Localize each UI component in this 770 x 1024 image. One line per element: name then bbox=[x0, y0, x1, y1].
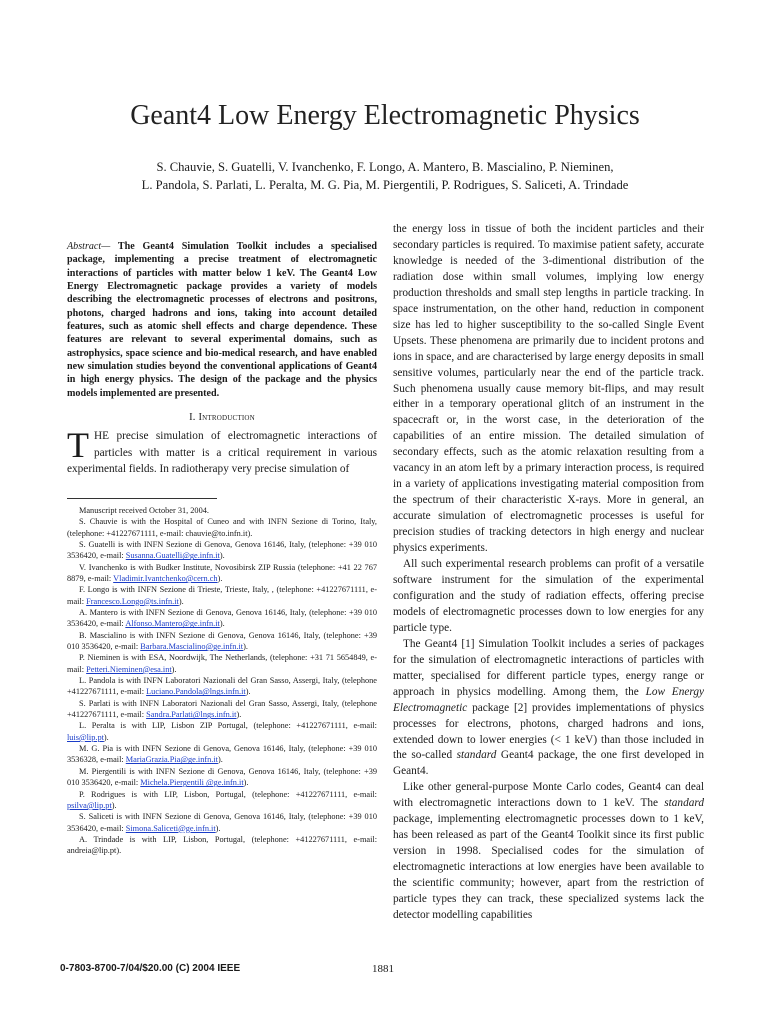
footnote bbox=[67, 675, 377, 698]
footnote bbox=[67, 516, 377, 539]
email-link[interactable]: Sandra.Parlati@lngs.infn.it bbox=[146, 710, 237, 720]
text-run: package, implementing electromagnetic processes down to 1 keV, has been released as part of the Geant4 Toolkit since its first public version in 1998. Specialised codes for the simulation of electromagnetic interactions at low energies have been available to the scientific community; however, apart from the restriction of particle types they can track, these specialized systems lack the detector modelling capabilities bbox=[393, 813, 704, 921]
footnote bbox=[67, 562, 377, 585]
footnote bbox=[67, 743, 377, 766]
footnote bbox=[67, 505, 377, 516]
footnote bbox=[67, 652, 377, 675]
footnote-text: ). bbox=[243, 642, 248, 652]
footnote-text: S. Guatelli is with INFN Sezione di Genova, Genova 16146, Italy, (telephone: +39 010 3536420, e-mail: bbox=[67, 539, 377, 561]
footnotes bbox=[67, 505, 377, 857]
footnote-text: L. Peralta is with LIP, Lisbon ZIP Portugal, (telephone: +41227671111, e-mail: bbox=[79, 721, 377, 731]
footnote-text: M. G. Pia is with INFN Sezione di Genova, Genova 16146, Italy, (telephone: +39 010 3536328, e-mail: bbox=[67, 744, 377, 765]
body-paragraph: the energy loss in tissue of both the incident particles and their secondary particles is required. To maximise patient safety, accurate knowledge is needed of the 3-dimentional distribution of the radiation dose within small volumes, implying low energy production thresholds and small step lengths in particle tracking. In space instrumentation, on the other hand, reduction in component size has led to higher susceptibility to the so-called Single Event Upsets. These phenomena are primarily due to incident protons and ions in space, and are characterised by large energy deposits in small sensitive volumes, particularly near the end of the particle track. Such phenomena usually cause memory bit-flips, and may result either in a temporary operational glitch of an instrument in the spacecraft or, in the worst case, in the deterioration of the capabilities of an entire mission. The detailed simulation of secondary effects, such as the atomic relaxation resulting from a vacancy in an atom left by a primary interaction process, is required in a variety of applications investigating material composition from the spectrum of their characteristic X-rays. More in general, an accurate simulation of electromagnetic processes is useful for precision studies of tracking detectors in high energy and nuclear physics experiments. bbox=[393, 223, 704, 555]
footnote-text: F. Longo is with INFN Sezione di Trieste, Trieste, Italy, , (telephone: +41227671111, e-mail: bbox=[67, 585, 377, 606]
abstract-label: Abstract— bbox=[67, 241, 111, 252]
introduction-paragraph bbox=[67, 425, 377, 478]
right-column bbox=[393, 222, 704, 924]
page-number: 1881 bbox=[372, 963, 394, 975]
text-run: The Geant4 [1] Simulation Toolkit includes a series of packages for the simulation of electromagnetic interactions of particles with matter, specialised for different particle types, energy range or approach in physics modelling. Among them, the bbox=[393, 637, 704, 698]
left-column bbox=[67, 240, 377, 857]
email-link[interactable]: Vladimir.Ivantchenko@cern.ch bbox=[113, 573, 218, 583]
footnote-text: ). bbox=[219, 619, 225, 629]
section-heading-introduction: I. Introduction bbox=[189, 412, 255, 424]
footnote-text: ). bbox=[111, 800, 117, 810]
email-link[interactable]: Simona.Saliceti@ge.infn.it bbox=[125, 823, 216, 833]
footnote-divider bbox=[67, 498, 217, 499]
footnote-text: P. Rodrigues is with LIP, Lisbon, Portugal, (telephone: +41227671111, e-mail: bbox=[79, 789, 377, 799]
emphasis-standard: standard bbox=[664, 797, 704, 810]
footnote-text: ). bbox=[215, 823, 221, 833]
footnote-text: ). bbox=[217, 573, 223, 583]
email-link[interactable]: Barbara.Mascialino@ge.infn.it bbox=[140, 642, 244, 652]
email-link[interactable]: Francesco.Longo@ts.infn.it bbox=[86, 596, 179, 606]
footnote-text: ). bbox=[236, 710, 242, 720]
copyright-footer: 0-7803-8700-7/04/$20.00 (C) 2004 IEEE bbox=[60, 963, 241, 974]
footnote-text: S. Parlati is with INFN Laboratori Nazionali del Gran Sasso, Assergi, Italy, (telephone +41227671111, e-mail: bbox=[67, 698, 377, 720]
body-paragraph bbox=[393, 780, 704, 924]
footnote-text: S. Saliceti is with INFN Sezione di Genova, Genova 16146, Italy, (telephone: +39 010 3536420, e-mail: bbox=[67, 812, 377, 833]
text-run: Like other general-purpose Monte Carlo codes, Geant4 can deal with electromagnetic interactions down to 1 keV. The bbox=[393, 781, 704, 810]
author-line-2: L. Pandola, S. Parlati, L. Peralta, M. G. Pia, M. Piergentili, P. Rodrigues, S. Saliceti, A. Trindade bbox=[141, 178, 629, 192]
footnote-text: ). bbox=[217, 755, 223, 765]
emphasis-package-name: Low Energy Electromagnetic bbox=[393, 685, 704, 714]
email-link[interactable]: Susanna.Guatelli@ge.infn.it bbox=[125, 551, 220, 561]
text-run: package [2] provides implementations of physics processes for electrons, photons, charged hadrons and ions, extended down to lower energies (< 1 keV) than those included in the so-called bbox=[393, 701, 704, 762]
paper-title: Geant4 Low Energy Electromagnetic Physics bbox=[130, 100, 640, 131]
email-link[interactable]: Petteri.Nieminen@esa.int bbox=[86, 664, 172, 674]
email-link[interactable]: MariaGrazia.Pia@ge.infn.it bbox=[125, 755, 218, 765]
email-link[interactable]: Alfonso.Mantero@ge.infn.it bbox=[125, 619, 220, 629]
footnote-text: B. Mascialino is with INFN Sezione di Genova, Genova 16146, Italy, (telephone: +39 010 3536420, e-mail: bbox=[67, 630, 377, 652]
footnote-text: M. Piergentili is with INFN Sezione di Genova, Genova 16146, Italy, (telephone: +39 010 3536420, e-mail: bbox=[67, 766, 377, 788]
email-link[interactable]: Luciano.Pandola@lngs.infn.it bbox=[146, 687, 246, 697]
footnote bbox=[67, 834, 377, 857]
abstract bbox=[67, 240, 377, 400]
introduction-text: HE precise simulation of electromagnetic interactions of particles with matter is a critical requirement in various experimental fields. In radiotherapy very precise simulation of bbox=[67, 430, 377, 476]
footnote-text: L. Pandola is with INFN Laboratori Nazionali del Gran Sasso, Assergi, Italy, (telephone +41227671111, e-mail: bbox=[67, 676, 377, 697]
email-link[interactable]: psilva@lip.pt bbox=[67, 800, 112, 810]
footnote-text: ). bbox=[103, 732, 109, 742]
author-list bbox=[60, 158, 710, 194]
footnote-text: A. Trindade is with LIP, Lisbon, Portugal, (telephone: +41227671111, e-mail: andreia@lip.pt). bbox=[67, 834, 377, 856]
footnote bbox=[67, 766, 377, 789]
drop-cap: T bbox=[67, 425, 89, 466]
footnote-text: S. Chauvie is with the Hospital of Cuneo and with INFN Sezione di Torino, Italy, (telephone: +41227671111, e-mail: chauvie@to.infn.it). bbox=[67, 517, 377, 538]
email-link[interactable]: Michela.Piergentili @ge.infn.it bbox=[140, 778, 244, 788]
footnote bbox=[67, 789, 377, 812]
footnote bbox=[67, 539, 377, 562]
emphasis-standard: standard bbox=[456, 749, 497, 762]
footnote-text: ). bbox=[178, 596, 184, 606]
footnote-text: ). bbox=[171, 664, 177, 674]
footnote bbox=[67, 811, 377, 834]
abstract-text: The Geant4 Simulation Toolkit includes a specialised package, implementing a precise treatment of electromagnetic interactions of particles with matter below 1 keV. The Geant4 Low Energy Electromagnetic package provides a variety of models describing the electromagnetic processes of electrons and positrons, photons, charged hadrons and ions, taking into account detailed features, such as atomic shell effects and charge dependence. These features are relevant to several experimental domains, such as astrophysics, space science and bio-medical research, and have enabled new simulation studies beyond the conventional applications of Geant4 in high energy physics. The design of the package and the physics models implemented are presented. bbox=[67, 241, 377, 399]
footnote-text: ). bbox=[245, 687, 251, 697]
footnote bbox=[67, 584, 377, 607]
body-paragraph bbox=[393, 637, 704, 781]
footnote bbox=[67, 698, 377, 721]
footnote bbox=[67, 720, 377, 743]
author-line-1: S. Chauvie, S. Guatelli, V. Ivanchenko, F. Longo, A. Mantero, B. Mascialino, P. Nieminen, bbox=[156, 160, 614, 174]
footnote-text: Manuscript received October 31, 2004. bbox=[79, 505, 209, 515]
footnote-text: ). bbox=[219, 551, 225, 561]
footnote bbox=[67, 630, 377, 653]
footnote-text: A. Mantero is with INFN Sezione di Genova, Genova 16146, Italy, (telephone: +39 010 3536420, e-mail: bbox=[67, 608, 377, 629]
footnote bbox=[67, 607, 377, 630]
footnote-text: ). bbox=[243, 778, 249, 788]
footnote-text: V. Ivanchenko is with Budker Institute, Novosibirsk ZIP Russia (telephone: +41 22 767 8879, e-mail: bbox=[67, 562, 377, 583]
text-run: Geant4 package, the one first developed in Geant4. bbox=[393, 749, 704, 778]
body-paragraph: All such experimental research problems can profit of a versatile software instrument for the simulation of the experimental configuration and the study of radiation effects, offering precise models of electromagnetic processes down to low energies for any particle type. bbox=[393, 558, 704, 634]
email-link[interactable]: luis@lip.pt bbox=[67, 732, 104, 742]
footnote-text: P. Nieminen is with ESA, Noordwijk, The Netherlands, (telephone: +31 71 5654849, e-mail: bbox=[67, 653, 377, 674]
